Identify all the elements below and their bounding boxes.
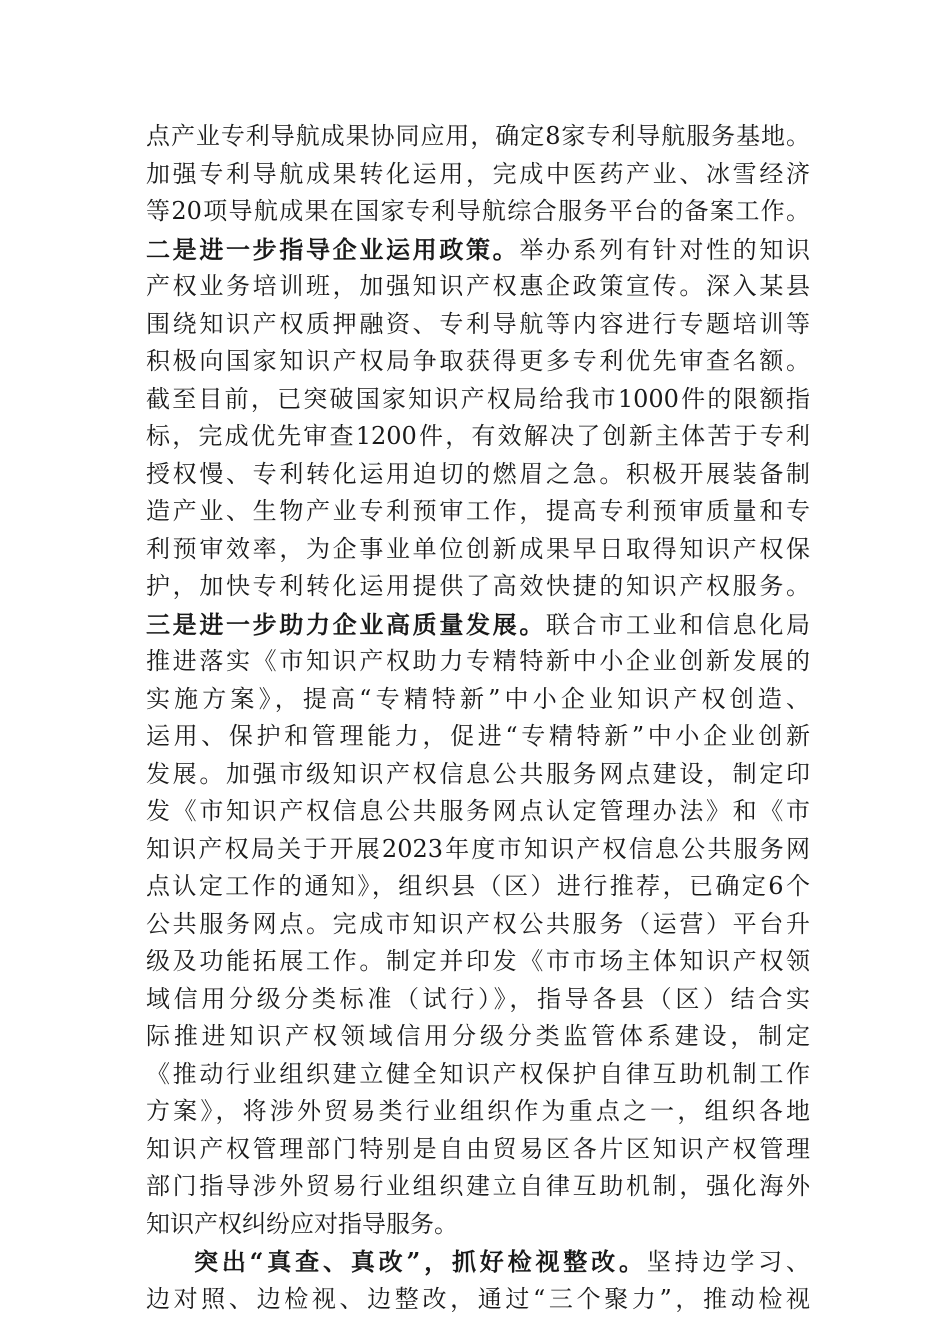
text-line: 等20项导航成果在国家专利导航综合服务平台的备案工作。 [146, 197, 810, 225]
text-span: 举办系列有针对性的知识 [519, 235, 811, 264]
text-line: 截至目前，已突破国家知识产权局给我市1000件的限额指 [146, 384, 810, 413]
section-heading: 二是进一步指导企业运用政策。 [146, 234, 520, 264]
text-line: 护，加快专利转化运用提供了高效快捷的知识产权服务。 [146, 572, 810, 600]
text-line: 积极向国家知识产权局争取获得更多专利优先审查名额。 [146, 347, 810, 375]
text-line: 点认定工作的通知》，组织县（区）进行推荐，已确定6个 [146, 872, 810, 900]
text-line: 公共服务网点。完成市知识产权公共服务（运营）平台升 [146, 909, 810, 938]
text-line: 知识产权管理部门特别是自由贸易区各片区知识产权管理 [146, 1134, 810, 1163]
text-line: 加强专利导航成果转化运用，完成中医药产业、冰雪经济 [146, 159, 810, 188]
text-line: 造产业、生物产业专利预审工作，提高专利预审质量和专 [146, 497, 810, 525]
section-heading: 三是进一步助力企业高质量发展。 [146, 609, 546, 639]
section-heading-line [146, 231, 810, 269]
section-heading-line [146, 606, 810, 644]
text-line: 部门指导涉外贸易行业组织建立自律互助机制，强化海外 [146, 1172, 810, 1200]
text-line: 点产业专利导航成果协同应用，确定8家专利导航服务基地。 [146, 122, 810, 150]
text-line: 授权慢、专利转化运用迫切的燃眉之急。积极开展装备制 [146, 459, 810, 488]
text-line: 推进落实《市知识产权助力专精特新中小企业创新发展的 [146, 647, 810, 675]
text-line: 域信用分级分类标准（试行）》，指导各县（区）结合实 [146, 984, 810, 1013]
text-line: 边对照、边检视、边整改，通过“三个聚力”，推动检视 [146, 1284, 810, 1313]
text-line: 发《市知识产权信息公共服务网点认定管理办法》和《市 [146, 797, 810, 825]
section-heading-line [146, 1243, 810, 1281]
text-line: 标，完成优先审查1200件，有效解决了创新主体苦于专利 [146, 422, 810, 450]
text-span: 联合市工业和信息化局 [546, 610, 810, 639]
document-page [146, 118, 810, 1318]
text-line: 围绕知识产权质押融资、专利导航等内容进行专题培训等 [146, 309, 810, 338]
text-span: 坚持边学习、 [646, 1248, 811, 1276]
text-line: 实施方案》，提高“专精特新”中小企业知识产权创造、 [146, 684, 810, 713]
text-line: 产权业务培训班，加强知识产权惠企政策宣传。深入某县 [146, 272, 810, 300]
text-line: 发展。加强市级知识产权信息公共服务网点建设，制定印 [146, 759, 810, 788]
section-heading: 突出“真查、真改”，抓好检视整改。 [194, 1247, 647, 1276]
text-line: 《推动行业组织建立健全知识产权保护自律互助机制工作 [146, 1059, 810, 1088]
text-line: 方案》，将涉外贸易类行业组织作为重点之一，组织各地 [146, 1097, 810, 1125]
text-line: 运用、保护和管理能力，促进“专精特新”中小企业创新 [146, 722, 810, 750]
text-line: 知识产权纠纷应对指导服务。 [146, 1209, 458, 1238]
text-line: 际推进知识产权领域信用分级分类监管体系建设，制定 [146, 1022, 810, 1050]
text-line: 利预审效率，为企事业单位创新成果早日取得知识产权保 [146, 534, 810, 563]
text-line: 知识产权局关于开展2023年度市知识产权信息公共服务网 [146, 834, 810, 863]
text-line: 级及功能拓展工作。制定并印发《市市场主体知识产权领 [146, 947, 810, 975]
